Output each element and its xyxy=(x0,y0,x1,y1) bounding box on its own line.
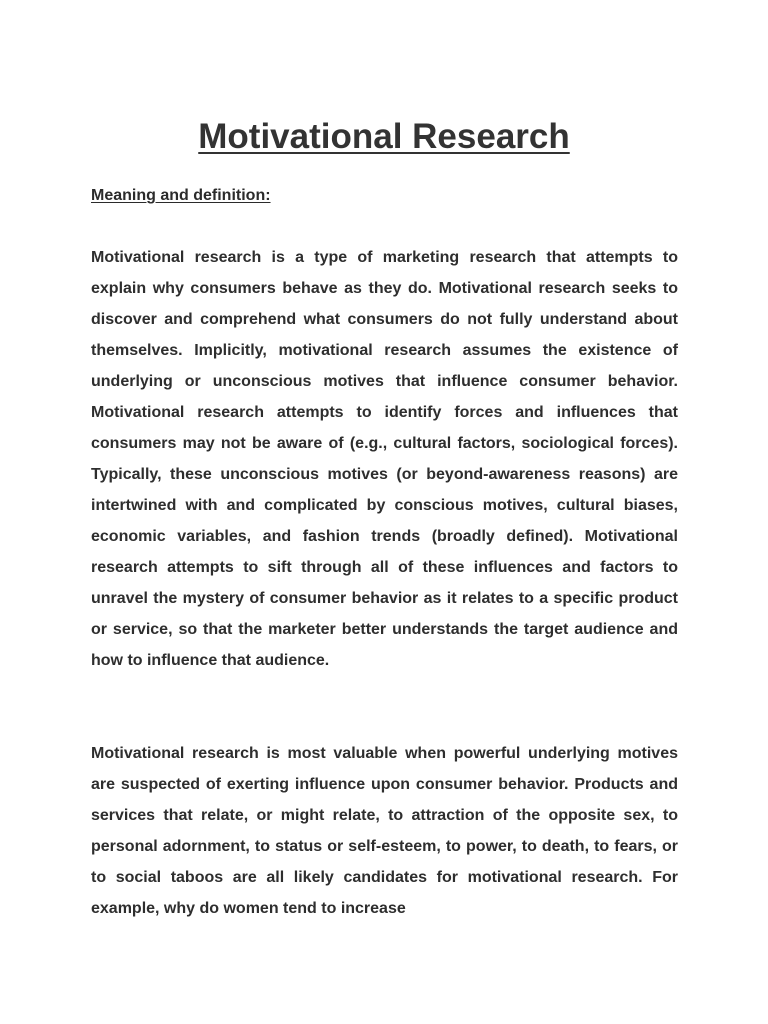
section-heading: Meaning and definition: xyxy=(91,187,271,204)
body-paragraph: Motivational research is a type of marketing research that attempts to explain why consumers behave as they do. Motivational research seeks to discover and comprehend what consumers do not fully understand about themselves. Implicitly, motivational research assumes the existence of underlying or unconscious motives that influence consumer behavior. Motivational research attempts to identify forces and influences that consumers may not be aware of (e.g., cultural factors, sociological forces). Typically, these unconscious motives (or beyond-awareness reasons) are intertwined with and complicated by conscious motives, cultural biases, economic variables, and fashion trends (broadly defined). Motivational research attempts to sift through all of these influences and factors to unravel the mystery of consumer behavior as it relates to a specific product or service, so that the marketer better understands the target audience and how to influence that audience. xyxy=(91,249,678,669)
document-title: Motivational Research xyxy=(198,117,570,157)
body-paragraph: Motivational research is most valuable when powerful underlying motives are suspected of exerting influence upon consumer behavior. Products and services that relate, or might relate, to attraction of the opposite sex, to personal adornment, to status or self-esteem, to power, to death, to fears, or to social taboos are all likely candidates for motivational research. For example, why do women tend to increase xyxy=(91,745,678,917)
